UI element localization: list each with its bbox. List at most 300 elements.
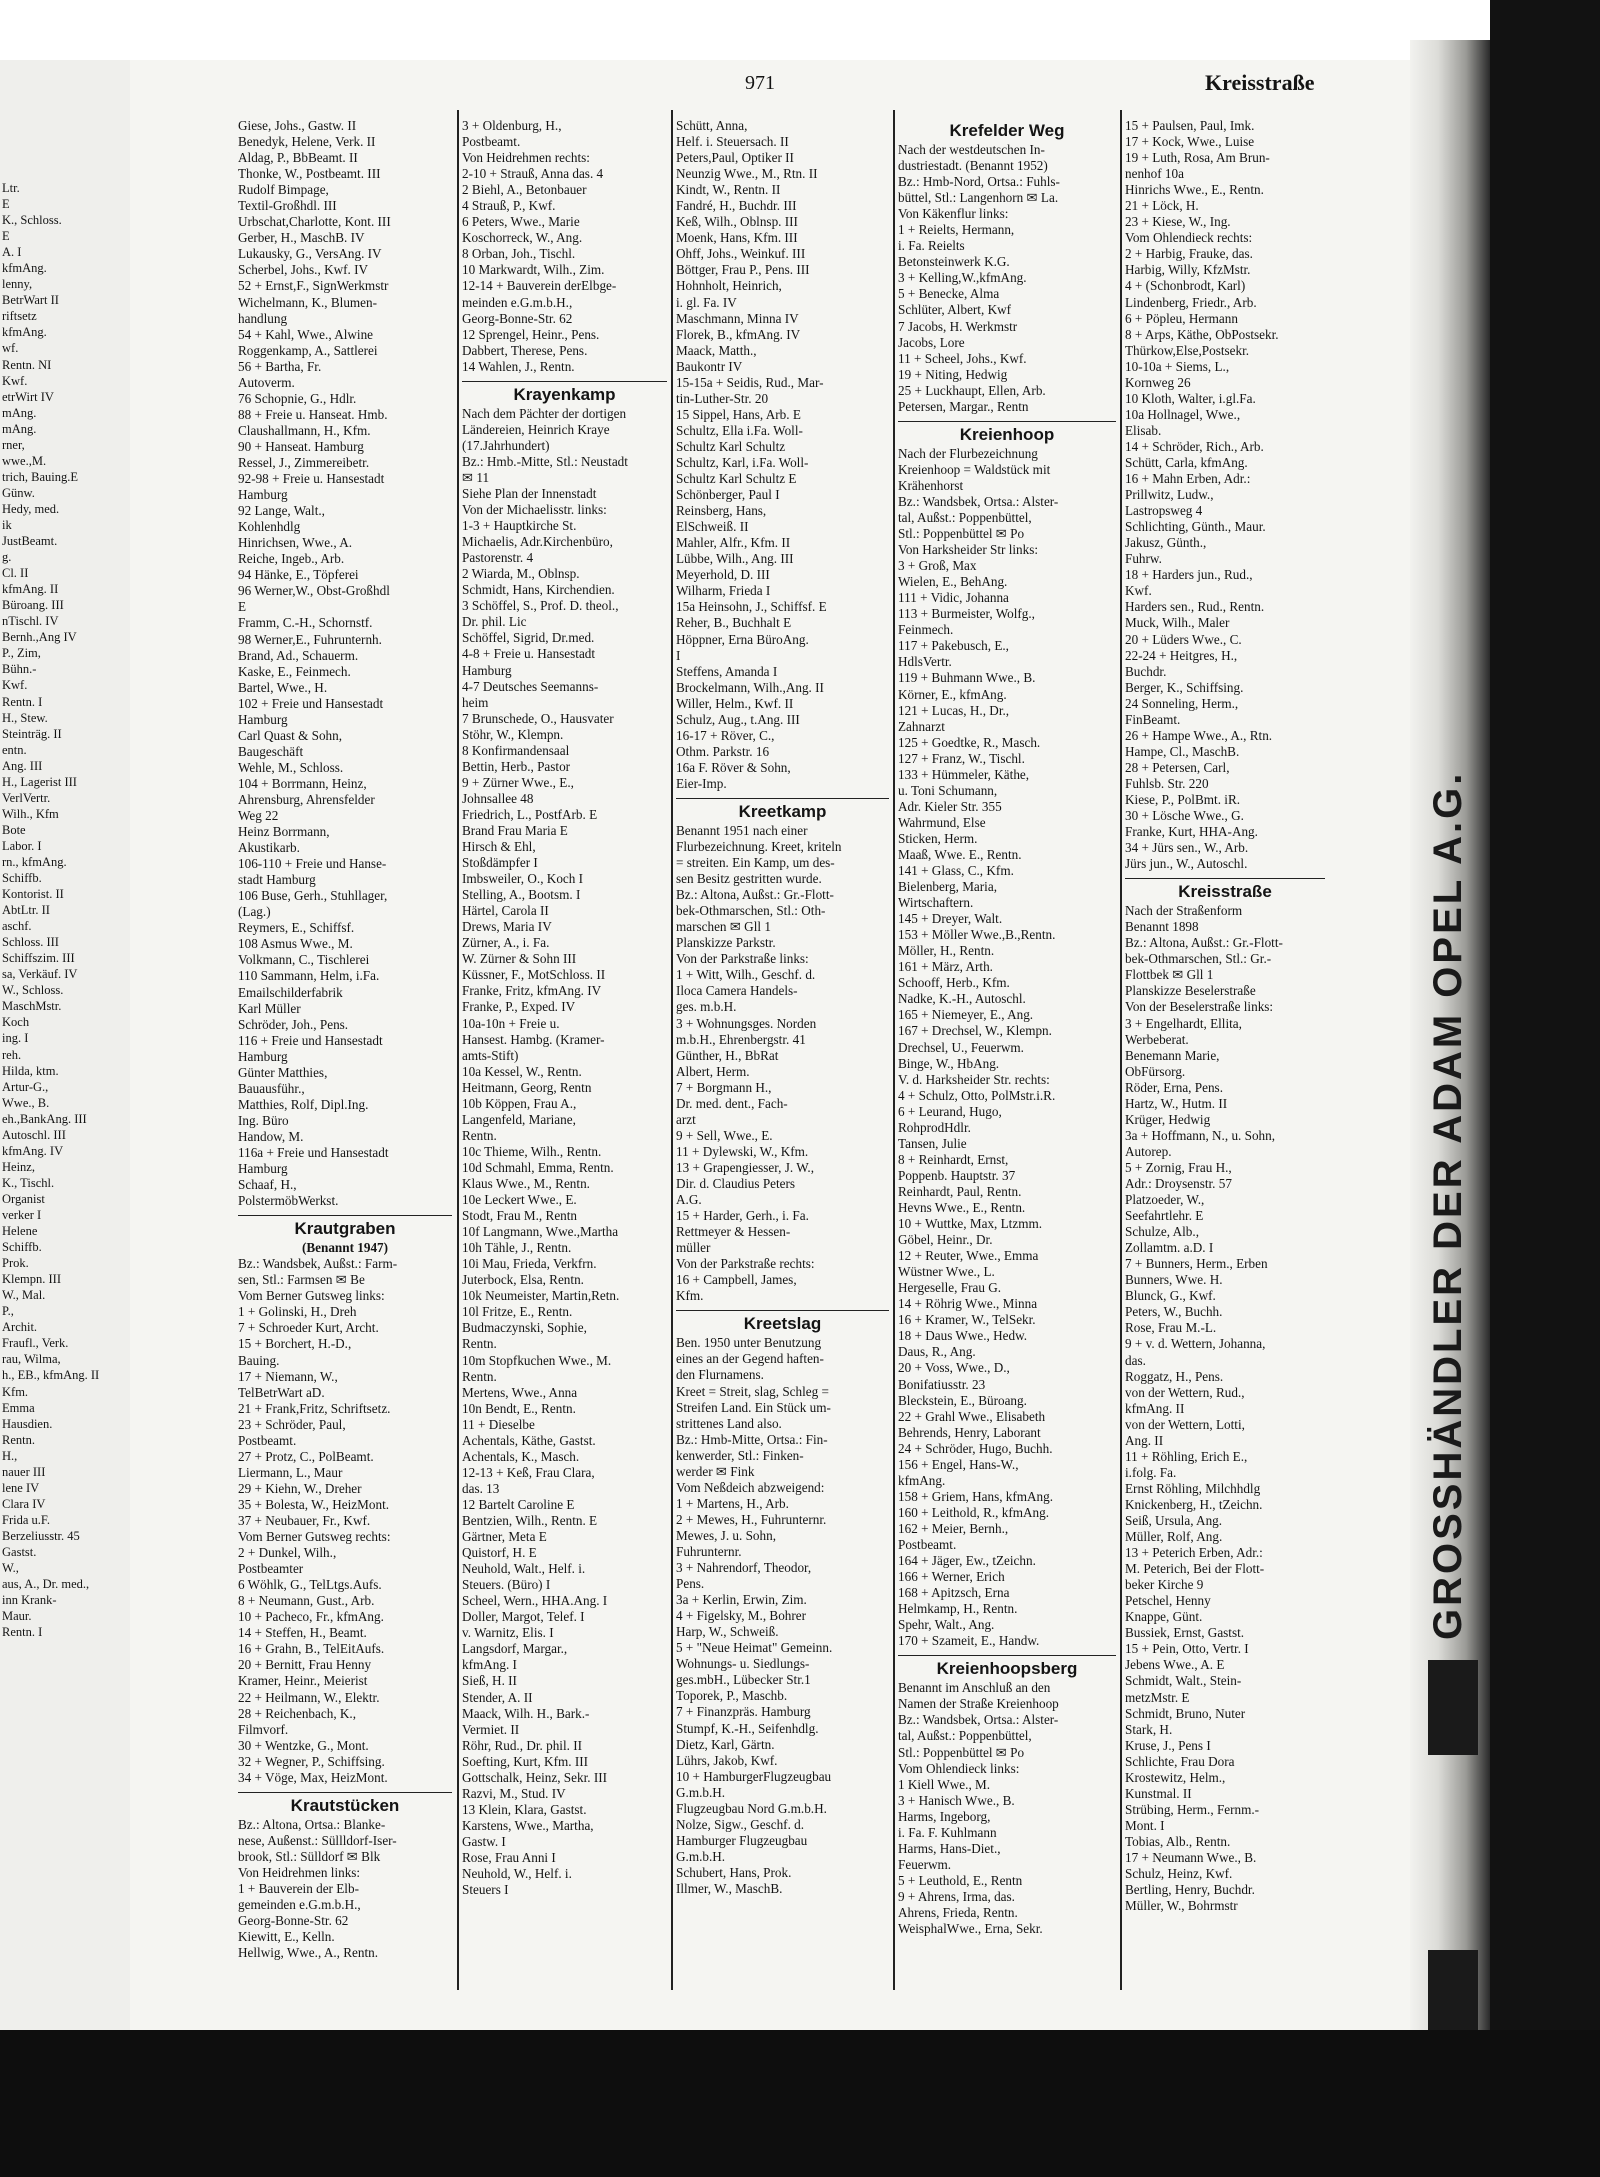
directory-entry: Von der Michaelisstr. links: [462, 502, 607, 518]
directory-entry: Benemann Marie, [1125, 1047, 1220, 1063]
directory-entry: Fuhrunternr. [676, 1543, 742, 1559]
left-fragment-entry: Schloss. III [2, 935, 59, 950]
left-fragment-entry: Bote [2, 822, 26, 837]
directory-entry: Harms, Hans-Diet., [898, 1840, 1001, 1856]
directory-entry: 28 + Petersen, Carl, [1125, 759, 1230, 775]
directory-entry: Dir. d. Claudius Peters [676, 1176, 796, 1191]
directory-entry: amts-Stift) [462, 1047, 519, 1063]
directory-entry: Brand Frau Maria E [462, 822, 568, 838]
directory-entry: Brockelmann, Wilh.,Ang. II [676, 679, 824, 695]
directory-entry: Hirsch & Ehl, [462, 839, 536, 855]
left-fragment-entry: MaschMstr. [2, 999, 62, 1014]
directory-entry: Florek, B., kfmAng. IV [676, 326, 801, 342]
directory-entry: Dabbert, Therese, Pens. [462, 342, 588, 358]
directory-entry: 10h Tähle, J., Rentn. [462, 1240, 572, 1256]
directory-entry: 1 + Bauverein der Elb- [238, 1880, 359, 1896]
directory-entry: kfmAng. I [462, 1657, 517, 1673]
directory-entry: i.folg. Fa. [1125, 1464, 1177, 1480]
directory-entry: 14 + Schröder, Rich., Arb. [1125, 438, 1264, 454]
directory-entry: Günter Matthies, [238, 1064, 328, 1080]
directory-entry: Wirtschaftern. [898, 895, 974, 911]
directory-entry: Bunners, Wwe. H. [1125, 1272, 1223, 1288]
directory-entry: das. [1125, 1352, 1146, 1368]
directory-entry: Binge, W., HbAng. [898, 1055, 1000, 1071]
entry-list [1125, 118, 1325, 872]
directory-entry: Eier-Imp. [676, 775, 727, 791]
left-fragment-entry: VerlVertr. [2, 790, 51, 805]
entry-list [238, 1256, 452, 1786]
directory-entry: 2 Biehl, A., Betonbauer [462, 182, 587, 198]
directory-entry: Roggatz, H., Pens. [1125, 1368, 1224, 1384]
directory-entry: 34 + Jürs sen., W., Arb. [1125, 840, 1249, 856]
left-fragment-entry: Ltr. [2, 181, 20, 195]
directory-entry: 121 + Lucas, H., Dr., [898, 702, 1010, 718]
left-fragment-entry: Fraufl., Verk. [2, 1336, 69, 1351]
directory-entry: Gottschalk, Heinz, Sekr. III [462, 1769, 608, 1785]
directory-entry: Harms, Ingeborg, [898, 1808, 991, 1824]
directory-entry: Mertens, Wwe., Anna [462, 1384, 578, 1400]
side-ad-block [1428, 1660, 1478, 1755]
directory-entry: Karstens, Wwe., Martha, [462, 1817, 594, 1833]
directory-entry: 18 + Daus Wwe., Hedw. [898, 1328, 1028, 1344]
directory-entry: Jürs jun., W., Autoschl. [1125, 856, 1248, 872]
directory-entry: 76 Schopnie, G., Hdlr. [238, 390, 357, 406]
directory-entry: Schmidt, Walt., Stein- [1125, 1673, 1242, 1689]
directory-entry: RohprodHdlr. [898, 1119, 971, 1135]
left-fragment-entry: rner, [2, 437, 25, 452]
directory-entry: 110 Sammann, Helm, i.Fa. [238, 968, 380, 984]
left-fragment-entry: wf. [2, 341, 19, 356]
street-heading: Krayenkamp [462, 381, 667, 406]
directory-entry: Mahler, Alfr., Kfm. II [676, 535, 791, 551]
directory-entry: Neunzig Wwe., M., Rtn. II [676, 166, 818, 182]
directory-entry: Harp, W., Schweiß. [676, 1624, 779, 1640]
directory-entry: 15 + Harder, Gerh., i. Fa. [676, 1208, 809, 1224]
directory-entry: 4 Strauß, P., Kwf. [462, 198, 556, 214]
left-fragment-entry: A. I [2, 245, 22, 260]
left-fragment-entry: Gastst. [2, 1544, 37, 1559]
directory-entry: 10a Hollnagel, Wwe., [1125, 406, 1241, 422]
directory-entry: metzMstr. E [1125, 1689, 1190, 1705]
left-fragment-entry: entn. [2, 742, 27, 757]
directory-entry: Baugeschäft [238, 743, 304, 759]
directory-entry: Sieß, H. II [462, 1673, 517, 1689]
directory-entry: 3a + Hoffmann, N., u. Sohn, [1125, 1127, 1276, 1143]
left-fragment-entry: ing. I [2, 1031, 29, 1046]
directory-entry: tin-Luther-Str. 20 [676, 390, 769, 406]
left-fragment-entry: Koch [2, 1015, 30, 1030]
left-fragment-entry: Rentn. I [2, 1625, 43, 1640]
left-fragment-entry: W., Mal. [2, 1288, 46, 1303]
directory-entry: Kiewitt, E., Kelln. [238, 1929, 335, 1945]
directory-entry: nenhof 10a [1125, 166, 1184, 182]
directory-entry: dustriestadt. (Benannt 1952) [898, 158, 1048, 174]
directory-entry: Lukausky, G., VersAng. IV [238, 246, 382, 262]
directory-entry: 19 + Luth, Rosa, Am Brun- [1125, 150, 1270, 166]
left-fragment-entry: mAng. [2, 421, 37, 436]
directory-entry: Koschorreck, W., Ang. [462, 230, 583, 246]
directory-entry: 166 + Werner, Erich [898, 1569, 1005, 1585]
directory-entry: Kruse, J., Pens I [1125, 1737, 1211, 1753]
directory-entry: Pens. [676, 1576, 705, 1592]
directory-entry: Thonke, W., Postbeamt. III [238, 166, 381, 182]
directory-entry: Keß, Wilh., Oblnsp. III [676, 214, 798, 230]
directory-entry: 23 + Kiese, W., Ing. [1125, 214, 1231, 230]
directory-entry: Hevns Wwe., E., Rentn. [898, 1200, 1026, 1215]
street-heading: Kreisstraße [1125, 878, 1325, 903]
directory-entry: m.b.H., Ehrenbergstr. 41 [676, 1031, 806, 1047]
directory-entry: Gerber, H., MaschB. IV [238, 230, 365, 246]
directory-entry: Achentals, Käthe, Gastst. [462, 1432, 596, 1448]
left-fragment-entry: Günw. [2, 485, 35, 500]
directory-entry: Kreienhoop = Waldstück mit [898, 461, 1051, 477]
directory-entry: Berger, K., Schiffsing. [1125, 679, 1244, 695]
directory-entry: Toporek, P., Maschb. [676, 1688, 788, 1704]
directory-entry: Franke, Kurt, HHA-Ang. [1125, 824, 1258, 840]
directory-entry: Kohlenhdlg [238, 519, 301, 535]
directory-entry: Aldag, P., BbBeamt. II [238, 150, 358, 166]
directory-entry: 15-15a + Seidis, Rud., Mar- [676, 374, 824, 390]
directory-entry: Kfm. [676, 1288, 704, 1304]
directory-entry: gemeinden e.G.m.b.H., [238, 1897, 361, 1913]
directory-entry: E [238, 599, 247, 615]
directory-entry: 10f Langmann, Wwe.,Martha [462, 1224, 619, 1240]
directory-entry: Autoverm. [238, 374, 295, 390]
directory-entry: Seefahrtlehr. E [1125, 1208, 1204, 1224]
column-rule [1120, 110, 1122, 1990]
directory-entry: 8 Konfirmandensaal [462, 742, 570, 758]
directory-entry: Klaus Wwe., M., Rentn. [462, 1176, 590, 1191]
directory-entry: Benannt 1898 [1125, 919, 1199, 935]
directory-entry: Fuhrw. [1125, 551, 1162, 567]
left-fragment-entry: Archit. [2, 1320, 38, 1335]
directory-entry: Heitmann, Georg, Rentn [462, 1079, 592, 1095]
directory-entry: Von Harksheider Str links: [898, 542, 1039, 558]
directory-entry: Schlüter, Albert, Kwf [898, 302, 1012, 318]
directory-entry: v. Warnitz, Elis. I [462, 1625, 554, 1641]
directory-entry: Schultz Karl Schultz [676, 438, 786, 454]
directory-entry: 10 Kloth, Walter, i.gl.Fa. [1125, 390, 1256, 406]
directory-entry: Stark, H. [1125, 1721, 1173, 1737]
left-fragment-entry: aschf. [2, 919, 32, 934]
directory-entry: Weg 22 [238, 808, 279, 824]
directory-entry: Hinrichsen, Wwe., A. [238, 535, 353, 551]
directory-entry: Körner, E., kfmAng. [898, 686, 1007, 702]
directory-entry: Röder, Erna, Pens. [1125, 1079, 1223, 1095]
directory-entry: i. Fa. F. Kuhlmann [898, 1824, 997, 1840]
left-fragment-entry: Helene [2, 1224, 38, 1239]
directory-entry: Adr.: Droysenstr. 57 [1125, 1176, 1232, 1191]
directory-entry: Rudolf Bimpage, [238, 182, 329, 198]
directory-entry: Stoßdämpfer I [462, 855, 538, 871]
directory-entry: 2-10 + Strauß, Anna das. 4 [462, 166, 604, 182]
column-2 [462, 118, 667, 1898]
directory-entry: 125 + Goedtke, R., Masch. [898, 734, 1041, 750]
directory-entry: Strübing, Herm., Fernm.- [1125, 1801, 1260, 1817]
left-fragment-entry: Organist [2, 1191, 45, 1206]
directory-entry: 8 + Neumann, Gust., Arb. [238, 1593, 375, 1609]
directory-entry: Schulz, Aug., t.Ang. III [676, 711, 800, 727]
left-fragment-entry: aus, A., Dr. med., [2, 1577, 90, 1592]
directory-entry: i. Fa. Reielts [898, 238, 965, 254]
directory-entry: sen Besitz gestritten wurde. [676, 871, 822, 887]
directory-entry: 9 + v. d. Wettern, Johanna, [1125, 1336, 1266, 1352]
directory-entry: = streiten. Ein Kamp, um des- [676, 855, 835, 871]
directory-entry: M. Peterich, Bei der Flott- [1125, 1561, 1265, 1577]
directory-entry: strittenes Land also. [676, 1415, 782, 1431]
directory-entry: Nach dem Pächter der dortigen [462, 405, 627, 421]
directory-entry: 88 + Freie u. Hanseat. Hmb. [238, 406, 388, 422]
directory-entry: 3 Schöffel, S., Prof. D. theol., [462, 598, 619, 614]
directory-entry: G.m.b.H. [676, 1784, 726, 1800]
directory-entry: Steffens, Amanda I [676, 663, 778, 679]
directory-entry: 22-24 + Heitgres, H., [1125, 647, 1238, 663]
left-fragment-entry: Büroang. III [2, 598, 64, 613]
left-fragment-entry: Kontorist. II [2, 887, 64, 902]
left-fragment-entry: H., [2, 1448, 18, 1463]
directory-entry: 7 + Schroeder Kurt, Archt. [238, 1320, 379, 1336]
entry-list [676, 1335, 889, 1897]
directory-entry: Iloca Camera Handels- [676, 983, 798, 999]
directory-entry: Schulz, Heinz, Kwf. [1125, 1866, 1233, 1882]
directory-entry: büttel, Stl.: Langenhorn ✉ La. [898, 190, 1059, 206]
directory-entry: tal, Außst.: Poppenbüttel, [898, 509, 1032, 525]
directory-entry: 5 + Leuthold, E., Rentn [898, 1872, 1023, 1888]
directory-entry: ges.mbH., Lübecker Str.1 [676, 1672, 811, 1688]
directory-entry: 2 + Mewes, H., Fuhrunternr. [676, 1511, 827, 1527]
directory-entry: Adr. Kieler Str. 355 [898, 798, 1002, 814]
directory-entry: Ressel, J., Zimmereibetr. [238, 454, 370, 470]
directory-entry: werder ✉ Fink [676, 1463, 755, 1479]
directory-entry: Nach der Straßenform [1125, 903, 1243, 919]
directory-entry: Franke, P., Exped. IV [462, 999, 576, 1015]
directory-entry: WeisphalWwe., Erna, Sekr. [898, 1921, 1043, 1937]
directory-entry: kfmAng. [898, 1472, 946, 1488]
directory-entry: Von der Beselerstraße links: [1125, 999, 1274, 1015]
directory-entry: 17 + Kock, Wwe., Luise [1125, 134, 1255, 150]
directory-entry: 14 + Steffen, H., Beamt. [238, 1625, 367, 1641]
directory-entry: 6 + Leurand, Hugo, [898, 1103, 1002, 1119]
directory-entry: Müller, W., Bohrmstr [1125, 1898, 1238, 1914]
left-fragment-entry: W., [2, 1561, 19, 1576]
directory-entry: Postbeamt. [462, 134, 521, 150]
directory-entry: 2 + Dunkel, Wilh., [238, 1545, 337, 1561]
directory-entry: Vom Ohlendieck rechts: [1125, 230, 1253, 246]
directory-entry: Johnsallee 48 [462, 790, 534, 806]
directory-entry: 6 Peters, Wwe., Marie [462, 214, 580, 230]
directory-entry: Heinz Borrmann, [238, 824, 330, 840]
directory-entry: Carl Quast & Sohn, [238, 727, 343, 743]
directory-entry: 164 + Jäger, Ew., tZeichn. [898, 1553, 1036, 1569]
directory-entry: Hamburg [238, 1161, 288, 1177]
directory-entry: 10m Stopfkuchen Wwe., M. [462, 1352, 612, 1368]
directory-entry: 12 Bartelt Caroline E [462, 1496, 575, 1512]
directory-entry: 19 + Niting, Hedwig [898, 366, 1008, 382]
directory-entry: Kunstmal. II [1125, 1785, 1192, 1801]
directory-entry: Gastw. I [462, 1833, 506, 1849]
street-heading: Kreienhoopsberg [898, 1655, 1116, 1680]
left-fragment-entry: rau, Wilma, [2, 1352, 61, 1367]
directory-entry: Rentn. [462, 1336, 497, 1352]
directory-entry: 106-110 + Freie und Hanse- [238, 856, 387, 872]
directory-entry: Kramer, Heinr., Meierist [238, 1673, 368, 1689]
directory-entry: 94 Hänke, E., Töpferei [238, 567, 359, 583]
directory-entry: Michaelis, Adr.Kirchenbüro, [462, 534, 613, 550]
directory-entry: Albert, Herm. [676, 1063, 750, 1079]
directory-entry: 4-8 + Freie u. Hansestadt [462, 646, 596, 662]
directory-entry: Tansen, Julie [898, 1135, 967, 1151]
directory-entry: Ernst Röhling, Milchhdlg [1125, 1480, 1261, 1496]
left-fragment-entry: Autoschl. III [2, 1127, 66, 1142]
entry-list [462, 118, 667, 375]
directory-entry: Juterbock, Elsa, Rentn. [462, 1272, 584, 1288]
directory-entry: 26 + Hampe Wwe., A., Rtn. [1125, 727, 1273, 743]
directory-entry: 52 + Ernst,F., SignWerkmstr [238, 278, 389, 294]
left-fragment-list [2, 180, 99, 1640]
left-fragment-entry: rn., kfmAng. [2, 854, 67, 869]
street-note: (Benannt 1947) [301, 1240, 389, 1256]
left-fragment-entry: P., Zim, [2, 646, 41, 661]
directory-entry: 12-13 + Keß, Frau Clara, [462, 1464, 595, 1480]
directory-entry: Hamburger Flugzeugbau [676, 1832, 808, 1848]
directory-entry: 3 + Kelling,W.,kfmAng. [898, 270, 1027, 286]
directory-entry: Schultz, Karl, i.Fa. Woll- [676, 454, 809, 470]
directory-entry: Benannt 1951 nach einer [676, 822, 808, 838]
directory-entry: 161 + März, Arth. [898, 959, 993, 975]
directory-entry: 7 Jacobs, H. Werkmstr [898, 318, 1018, 334]
directory-entry: Bussiek, Ernst, Gastst. [1125, 1625, 1245, 1641]
directory-entry: Vom Neßdeich abzweigend: [676, 1479, 825, 1495]
directory-entry: 5 + Zornig, Frau H., [1125, 1159, 1232, 1175]
directory-entry: Jebens Wwe., A. E [1125, 1657, 1225, 1673]
directory-entry: Maaß, Wwe. E., Rentn. [898, 846, 1022, 862]
left-fragment-entry: mAng. [2, 405, 37, 420]
directory-entry: Reiche, Ingeb., Arb. [238, 551, 345, 567]
directory-entry: Hergeselle, Frau G. [898, 1280, 1002, 1296]
directory-entry: 20 + Bernitt, Frau Henny [238, 1657, 372, 1673]
directory-entry: 165 + Niemeyer, E., Ang. [898, 1007, 1034, 1023]
directory-entry: Schultz Karl Schultz E [676, 471, 797, 487]
directory-entry: Langenfeld, Mariane, [462, 1111, 576, 1127]
left-fragment-entry: Wwe., B. [2, 1095, 50, 1110]
left-fragment-entry: E [2, 229, 10, 244]
page-number: 971 [745, 72, 775, 94]
left-fragment-entry: Kwf. [2, 678, 28, 693]
directory-entry: Flurbezeichnung. Kreet, kriteln [676, 839, 842, 855]
running-title: Kreisstraße [1205, 70, 1315, 95]
left-fragment-entry: Schiffszim. III [2, 951, 75, 966]
directory-entry: Lastropsweg 4 [1125, 503, 1203, 519]
directory-entry: 1 Kiell Wwe., M. [898, 1776, 991, 1792]
entry-list [462, 406, 667, 1898]
directory-entry: 13 + Peterich Erben, Adr.: [1125, 1545, 1263, 1561]
directory-entry: G.m.b.H. [676, 1848, 726, 1864]
directory-entry: Wichelmann, K., Blumen- [238, 294, 378, 310]
directory-entry: Schultz, Ella i.Fa. Woll- [676, 422, 803, 438]
directory-entry: 9 + Sell, Wwe., E. [676, 1127, 773, 1143]
directory-entry: 16 + Mahn Erben, Adr.: [1125, 471, 1251, 487]
left-fragment-entry: Labor. I [2, 838, 42, 853]
left-fragment-entry: Kfm. [2, 1384, 29, 1399]
directory-entry: marschen ✉ Gll 1 [676, 919, 771, 935]
directory-entry: Franke, Fritz, kfmAng. IV [462, 983, 602, 999]
directory-entry: 119 + Buhmann Wwe., B. [898, 670, 1036, 686]
directory-entry: Muck, Wilh., Maler [1125, 615, 1230, 631]
column-4 [898, 118, 1116, 1937]
directory-entry: Von Käkenflur links: [898, 206, 1009, 222]
left-fragment-entry: Heinz, [2, 1159, 35, 1174]
directory-entry: Reher, B., Buchhalt E [676, 615, 792, 631]
directory-entry: Rose, Frau Anni I [462, 1849, 556, 1865]
directory-entry: Petersen, Margar., Rentn [898, 398, 1029, 414]
directory-entry: Behrends, Henry, Laborant [898, 1424, 1041, 1440]
directory-entry: Göbel, Heinr., Dr. [898, 1232, 993, 1248]
left-fragment-entry: etrWirt IV [2, 389, 54, 404]
left-fragment-entry: W., Schloss. [2, 983, 64, 998]
directory-entry: Scheel, Wern., HHA.Ang. I [462, 1593, 608, 1609]
directory-entry: Scherbel, Johs., Kwf. IV [238, 262, 369, 278]
left-fragment-entry: h., EB., kfmAng. II [2, 1368, 100, 1383]
directory-entry: Maschmann, Minna IV [676, 310, 799, 326]
directory-entry: 1-3 + Hauptkirche St. [462, 518, 577, 534]
directory-entry: 16a F. Röver & Sohn, [676, 759, 791, 775]
directory-entry: FinBeamt. [1125, 711, 1181, 727]
directory-entry: 10d Schmahl, Emma, Rentn. [462, 1159, 614, 1175]
directory-entry: 5 + "Neue Heimat" Gemeinn. [676, 1640, 833, 1656]
directory-entry: Nolze, Sigw., Geschf. d. [676, 1816, 805, 1832]
directory-entry: Röhr, Rud., Dr. phil. II [462, 1737, 582, 1753]
directory-entry: Neuhold, Walt., Helf. i. [462, 1561, 586, 1577]
street-heading: Kreienhoop [898, 421, 1116, 446]
column-rule [893, 110, 895, 1990]
entry-list [676, 118, 889, 792]
directory-entry: 4-7 Deutsches Seemanns- [462, 678, 599, 694]
directory-entry: 1 + Witt, Wilh., Geschf. d. [676, 967, 816, 983]
left-fragment-entry: lenny, [2, 277, 33, 292]
directory-entry: Liermann, L., Maur [238, 1464, 343, 1480]
directory-entry: bek-Othmarschen, Stl.: Oth- [676, 903, 826, 919]
directory-entry: Quistorf, H. E [462, 1545, 537, 1561]
directory-entry: 16 + Kramer, W., TelSekr. [898, 1312, 1036, 1328]
left-fragment-entry: ik [2, 517, 12, 532]
directory-entry: 127 + Franz, W., Tischl. [898, 750, 1025, 766]
directory-entry: Harbig, Willy, KfzMstr. [1125, 262, 1251, 278]
directory-entry: Achentals, K., Masch. [462, 1448, 580, 1464]
directory-entry: Nadke, K.-H., Autoschl. [898, 991, 1026, 1007]
left-fragment-entry: Bühn.- [2, 662, 37, 677]
left-fragment-entry: Ang. III [2, 758, 43, 773]
directory-entry: 11 + Dylewski, W., Kfm. [676, 1143, 809, 1159]
directory-entry: Schütt, Anna, [676, 118, 748, 133]
directory-entry: Ang. II [1125, 1432, 1164, 1448]
directory-entry: Schütt, Carla, kfmAng. [1125, 454, 1248, 470]
directory-entry: 10n Bendt, E., Rentn. [462, 1400, 576, 1416]
directory-entry: Härtel, Carola II [462, 903, 549, 919]
directory-entry: Urbschat,Charlotte, Kont. III [238, 214, 391, 230]
directory-entry: Gärtner, Meta E [462, 1529, 547, 1545]
directory-entry: Benedyk, Helene, Verk. II [238, 134, 376, 150]
directory-entry: Nach der Flurbezeichnung [898, 445, 1038, 461]
directory-entry: Buchdr. [1125, 663, 1167, 679]
entry-list [1125, 903, 1325, 1914]
directory-entry: Othm. Parkstr. 16 [676, 743, 770, 759]
directory-entry: u. Toni Schumann, [898, 782, 998, 798]
left-fragment-entry: BetrWart II [2, 293, 59, 308]
directory-entry: 11 + Scheel, Johs., Kwf. [898, 350, 1027, 366]
directory-entry: Helf. i. Steuersach. II [676, 134, 789, 150]
directory-entry: Feuerwm. [898, 1856, 952, 1872]
directory-entry: i. gl. Fa. IV [676, 294, 737, 310]
